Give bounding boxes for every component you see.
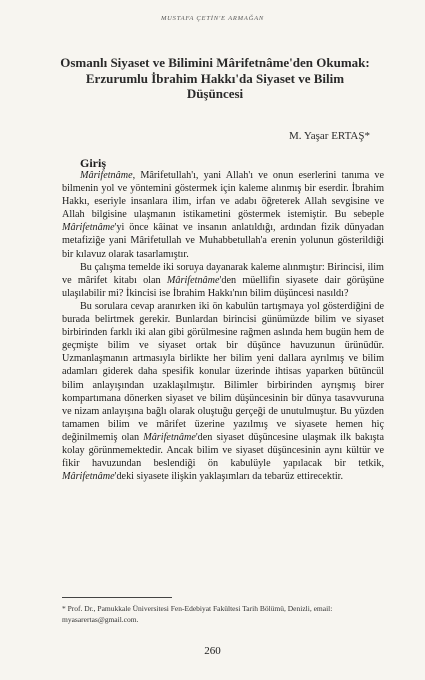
text-run: 'yi önce kâinat ve insanın anlatıldığı, ardından fizik dünyadan metafiziğe yani Mârifetullah ve Muhabbetullah'a erenin yolunun gösterildiği bir kılavuz olarak tasarlamıştır. xyxy=(62,222,384,260)
italic-book-title: Mârifetnâme xyxy=(143,431,196,443)
article-title xyxy=(55,55,375,102)
page-number: 260 xyxy=(204,645,221,657)
italic-book-title: Mârifetnâme xyxy=(80,170,133,181)
text-run: Bu sorulara cevap aranırken iki ön kabulün tartışmaya yol gösterdiğini de burada belirtmek gerekir. Bunlardan birincisi günümüzde bilim ve siyaset birbirinden farklı iki alan gibi görülmesine rağmen aslında hem bugün hem de geçmişte bilim ve siyaset ortak bir düşünce havuzunun ürünüdür. Uzmanlaşmanın artmasıyla birlikte her bilim yeni dallara ayrılmış ve bilim adamları giderek daha spesifik konular üzerinde ihtisas yaparken bütüncül bilim anlayışından uzaklaşılmıştır. Bilimler birbirinden ayrışmış birer kompartımana dönerken siyaset ve bilim düşüncesinin bir dünya tasavvuruna ve nizam anlayışına bağlı olarak oluştuğu gerçeği de unutulmuştur. Bu yüzden tamamen bilim ve mârifet üzerine yazılmış ve siyasete hemen hiç değinilmemiş olan xyxy=(62,300,384,443)
paragraph-3 xyxy=(62,300,384,483)
paragraph-1 xyxy=(62,169,384,261)
text-run: , Mârifetullah'ı, yani Allah'ı ve onun eserlerini tanıma ve bilmenin yol ve yöntemini göstermek için kaleme alınmış bir eserdir. İbrahim Hakkı, eseriyle insanlara ilim, irfan ve adabı öğreterek Allah sevgisine ve Allah bilgisine ulaşmanın istikametini göstermek istemiştir. Bu sebeple xyxy=(62,170,384,221)
text-run: 'deki siyasete ilişkin yaklaşımları da tebarüz ettirecektir. xyxy=(114,471,344,483)
footnote-divider xyxy=(62,597,172,598)
running-header: MUSTAFA ÇETİN'E ARMAĞAN xyxy=(160,15,265,22)
text-run: 'den müellifin siyasete dair görüşüne ulaşılabilir mi? İkincisi ise İbrahim Hakkı'nın bilim düşüncesi nasıldı? xyxy=(62,274,384,299)
title-line-3: Düşüncesi xyxy=(186,86,244,101)
italic-book-title: Mârifetnâme xyxy=(62,222,115,234)
title-line-1: Osmanlı Siyaset ve Bilimini Mârifetnâme'den Okumak: xyxy=(60,55,370,70)
author-name: M. Yaşar ERTAŞ* xyxy=(289,130,370,142)
title-line-2: Erzurumlu İbrahim Hakkı'da Siyaset ve Bilim xyxy=(85,70,345,86)
text-run: 'den siyaset düşüncesine ulaşmak ilk bakışta kolay görünmemektedir. Ancak bilim ve siyaset düşüncesinin aynı kültür ve fikir havuzundan beslendiği ön kabulüyle yapılacak bir tetkik, xyxy=(62,431,384,470)
paragraph-2 xyxy=(62,261,384,300)
body-text xyxy=(62,169,384,483)
italic-book-title: Mârifetnâme xyxy=(62,471,115,483)
text-run: Bu çalışma temelde iki soruya dayanarak kaleme alınmıştır: Birincisi, ilim ve mârifet kitabı olan xyxy=(62,261,384,286)
section-heading: Giriş xyxy=(80,156,106,170)
footnote: * Prof. Dr., Pamukkale Üniversitesi Fen-Edebiyat Fakültesi Tarih Bölümü, Denizli, email: myasarertas@gmail.com. xyxy=(62,604,333,624)
italic-book-title: Mârifetnâme xyxy=(166,274,220,286)
